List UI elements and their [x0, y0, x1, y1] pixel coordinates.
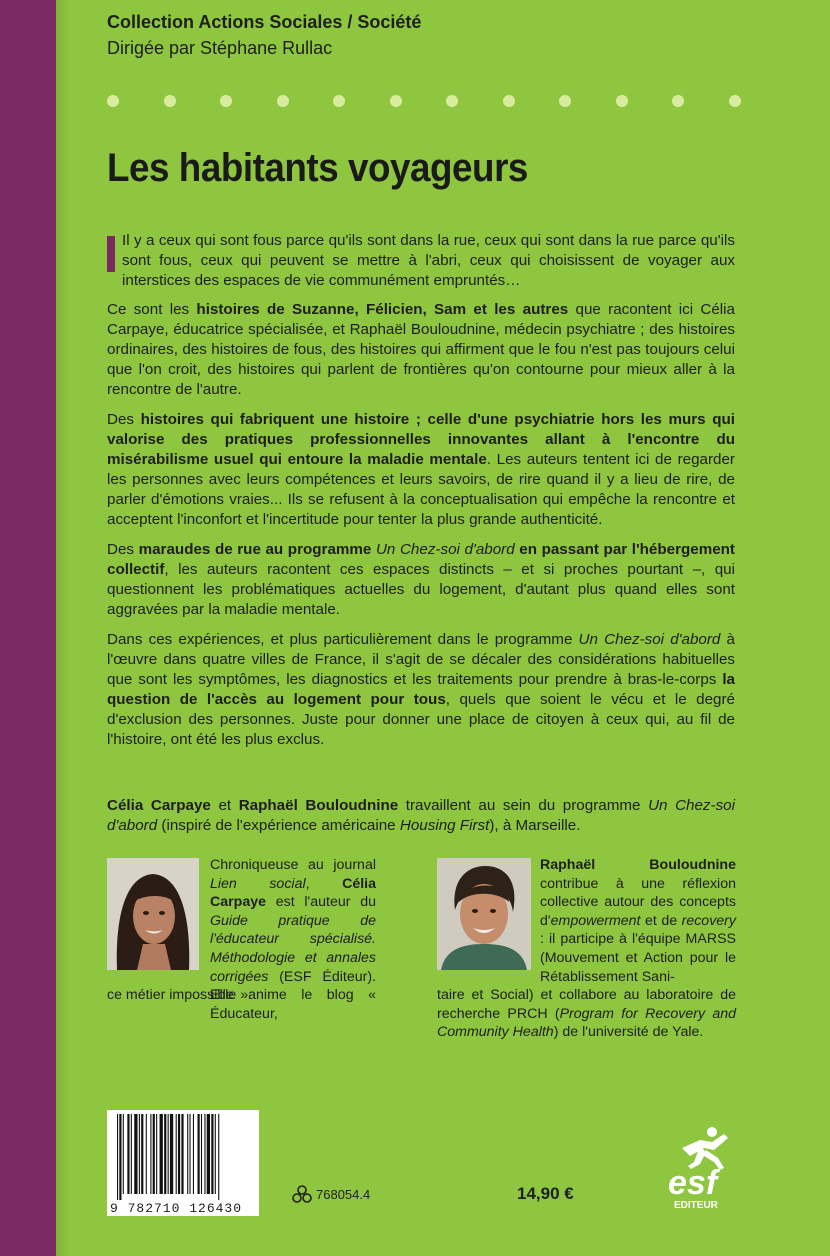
divider-dot: [390, 95, 402, 107]
divider-dot: [672, 95, 684, 107]
spine-shadow: [56, 0, 70, 1256]
barcode-bar: [198, 1114, 200, 1194]
book-title: Les habitants voyageurs: [107, 146, 528, 190]
bio-raphael-tail: taire et Social) et collabore au laboratoire de recherche PRCH (Program for Recovery and Community Health) de l'université de Yale.: [437, 987, 736, 1041]
divider-dot: [277, 95, 289, 107]
divider-dot: [164, 95, 176, 107]
barcode-bar: [201, 1114, 202, 1194]
barcode-bar: [119, 1114, 121, 1200]
divider-dot: [333, 95, 345, 107]
barcode-bar: [123, 1114, 124, 1194]
publisher-logo: [660, 1122, 740, 1212]
barcode-bar: [181, 1114, 183, 1194]
authors-line: Célia Carpaye et Raphaël Bouloudnine travaillent au sein du programme Un Chez-soi d'abord (inspiré de l'expérience américaine Housing First), à Marseille.: [107, 797, 735, 834]
barcode-bar: [164, 1114, 166, 1194]
barcode-bar: [117, 1114, 118, 1200]
barcode-bar: [204, 1114, 205, 1194]
divider-dot: [616, 95, 628, 107]
barcode-bar: [211, 1114, 213, 1194]
barcode-bar: [193, 1114, 194, 1194]
barcode-bar: [156, 1114, 157, 1194]
bio-celia: Chroniqueuse au journal Lien social, Célia Carpaye est l'auteur du Guide pratique de l'éducateur spécialisé. Méthodologie et annales corrigées (ESF Éditeur). Elle anime le blog « Éducateur,: [210, 857, 376, 1022]
collection-name: Collection Actions Sociales / Société: [107, 12, 422, 32]
svg-text:esf: esf: [668, 1164, 718, 1202]
collection-director: Dirigée par Stéphane Rullac: [107, 38, 333, 58]
barcode-bar: [139, 1114, 140, 1194]
barcode-bar: [146, 1114, 147, 1194]
barcode-bar: [141, 1114, 143, 1194]
barcode-bar: [131, 1114, 132, 1194]
price: 14,90 €: [517, 1184, 574, 1203]
barcode-bar: [127, 1114, 129, 1194]
barcode-bar: [170, 1114, 173, 1194]
edition-code: 768054.4: [316, 1187, 371, 1202]
barcode-bar: [218, 1114, 219, 1200]
bio-raphael: Raphaël Bouloudnine contribue à une réflexion collective autour des concepts d'empowerment et de recovery : il participe à l'équipe MARSS (Mouvement et Action pour le Rétablissement Sani-: [540, 857, 736, 985]
paragraph-1: Ce sont les histoires de Suzanne, Félicien, Sam et les autres que racontent ici Célia Carpaye, éducatrice spécialisée, et Raphaël Bouloudnine, médecin psychiatre ; des histoires ordinaires, des histoires de fous, des histoires qui affirment que le fou n'est pas toujours celui que l'on croit, des histoires qui parlent de frontières qu'on contourne pour mieux aller à la rencontre de l'autre.: [107, 301, 735, 398]
barcode-bar: [187, 1114, 188, 1194]
divider-dot: [107, 95, 119, 107]
divider-dot: [220, 95, 232, 107]
barcode-bar: [176, 1114, 177, 1194]
barcode-bar: [178, 1114, 180, 1194]
divider-dot: [446, 95, 458, 107]
spine-stripe: [0, 0, 56, 1256]
paragraph-4: Dans ces expériences, et plus particulièrement dans le programme Un Chez-soi d'abord à l'œuvre dans quatre villes de France, il s'agit de se décaler des considérations habituelles que sont les symptômes, les diagnostics et les traitements pour prendre à bras-le-corps la question de l'accès au logement pour tous, quels que soient le vécu et le degré d'exclusion des personnes. Juste pour donner une place de citoyen à ceux qui, au fil de l'histoire, ont été les plus exclus.: [107, 631, 735, 748]
divider-dot: [559, 95, 571, 107]
paragraph-2: Des histoires qui fabriquent une histoire ; celle d'une psychiatrie hors les murs qui valorise des pratiques professionnelles innovantes allant à l'encontre du misérabilisme usuel qui entoure la maladie mentale. Les auteurs tentent ici de regarder les personnes avec leurs compétences et leurs savoirs, de rire quand il y a lieu de rire, de parler d'émotions vraies... Ils se refusent à la conceptualisation qui empêche la rencontre et acceptent l'inconfort et l'incertitude pour tenter la plus grande authenticité.: [107, 411, 735, 528]
barcode-bar: [150, 1114, 151, 1194]
drop-cap-bar: [107, 236, 115, 272]
intro-paragraph: Il y a ceux qui sont fous parce qu'ils sont dans la rue, ceux qui sont dans la rue parce qu'ils sont fous, ceux qui peuvent se mettre à l'abri, ceux qui choisissent de voyager aux interstices des espaces de vie communément empruntés…: [122, 232, 735, 289]
barcode-bar: [160, 1114, 163, 1194]
barcode-bar: [153, 1114, 155, 1194]
svg-text:EDITEUR: EDITEUR: [674, 1200, 718, 1211]
barcode-bar: [207, 1114, 210, 1194]
bio-celia-tail: ce métier impossible ».: [107, 987, 253, 1003]
barcode-bar: [189, 1114, 190, 1194]
recycle-icon: [291, 1184, 313, 1209]
barcode-bar: [168, 1114, 169, 1194]
dot-divider: [107, 95, 747, 109]
barcode-bar: [215, 1114, 216, 1194]
author-photo-raphael: [437, 858, 531, 970]
author-photo-celia: [107, 858, 199, 970]
isbn-number: 9 782710 126430: [110, 1201, 243, 1216]
divider-dot: [729, 95, 741, 107]
barcode-bar: [134, 1114, 137, 1194]
paragraph-3: Des maraudes de rue au programme Un Chez-soi d'abord en passant par l'hébergement collectif, les auteurs racontent ces espaces distincts – et si proches pourtant –, qui questionnent les problématiques actuelles du logement, d'autant plus quand elles sont aggravées par la maladie mentale.: [107, 541, 735, 618]
divider-dot: [503, 95, 515, 107]
